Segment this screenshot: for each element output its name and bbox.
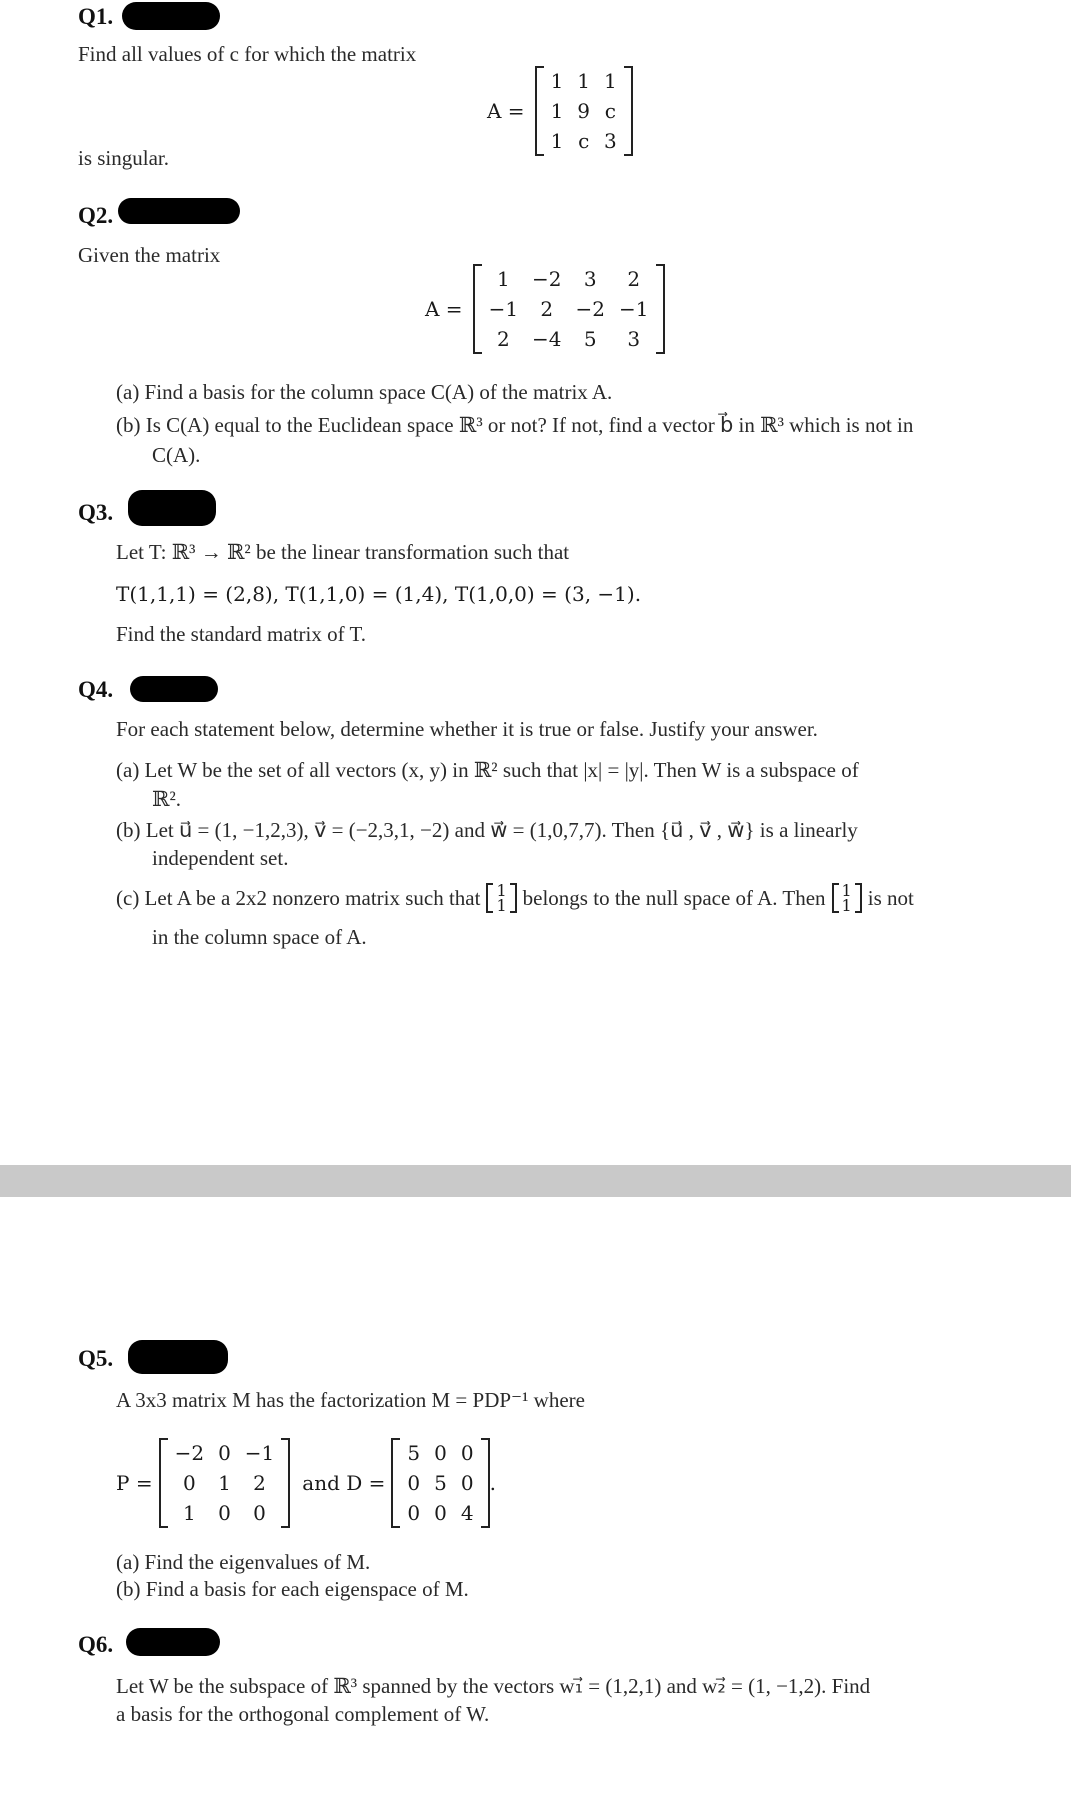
question-text: a basis for the orthogonal complement of W. [116,1702,490,1726]
question-number: Q1. [78,4,114,29]
matrix-entry: 0 [434,1501,447,1525]
matrix-entry: 0 [253,1501,266,1525]
question-number: Q2. [78,203,114,228]
matrix-entry: 0 [460,1441,474,1465]
matrix-entry: 0 [218,1441,231,1465]
part-a: (a) Let W be the set of all vectors (x, y) in ℝ² such that |x| = |y|. Then W is a subspace of [116,758,859,782]
matrix-row [400,1468,480,1498]
matrix-entry: 5 [407,1441,421,1465]
part-b: (b) Let u⃗ = (1, −1,2,3), v⃗ = (−2,3,1, −2) and w⃗ = (1,0,7,7). Then {u⃗ , v⃗ , w⃗} is a linearly [116,818,858,842]
matrix-entry: 1 [218,1471,231,1495]
matrix-entry: 0 [407,1501,421,1525]
vector-ones [832,883,862,913]
question-text: is singular. [78,146,170,170]
matrix-entry: 0 [218,1501,231,1525]
matrix-entry: 1 [182,1501,196,1525]
matrix-row [493,898,509,913]
matrix-entry: −1 [619,297,649,321]
part-a: (a) Find a basis for the column space C(A) of the matrix A. [116,380,613,404]
question-text: Let W be the subspace of ℝ³ spanned by the vectors w₁⃗ = (1,2,1) and w₂⃗ = (1, −1,2). Find [116,1674,871,1698]
part-b-cont: C(A). [152,443,201,467]
period: . [489,1471,496,1495]
matrix-row [482,294,656,324]
matrix-row [168,1438,282,1468]
matrix-entry: 1 [841,881,852,900]
matrix-entry: −1 [244,1441,275,1465]
part-b: (b) Is C(A) equal to the Euclidean space ℝ³ or not? If not, find a vector b⃗ in ℝ³ which is not in [116,413,914,437]
matrix-entry: 3 [627,327,641,351]
part-b-cont: independent set. [152,846,289,870]
matrix-row [482,324,656,354]
matrix-row [168,1468,282,1498]
matrix-entry: 1 [577,69,591,93]
part-c-cont: in the column space of A. [152,925,367,949]
matrix-row [839,898,855,913]
matrix-entry: 1 [496,881,507,900]
question-number: Q5. [78,1346,114,1371]
question-text: Find the standard matrix of T. [116,622,367,646]
matrix-block [487,66,633,156]
matrix-entry: 5 [583,327,597,351]
redaction-mark [128,1340,228,1374]
matrix-entry: 5 [434,1471,447,1495]
matrix-entry: −2 [174,1441,205,1465]
matrix-q1 [535,66,633,156]
matrix-entry: 1 [550,99,564,123]
redaction-mark [118,198,240,224]
part-a-cont: ℝ². [152,787,181,811]
matrix-entry: 0 [182,1471,196,1495]
matrix-entry: 2 [540,297,554,321]
matrix-entry: 0 [460,1471,474,1495]
question-text: Let T: ℝ³ → ℝ² be the linear transformation such that [116,540,570,564]
matrix-entry: 0 [434,1441,447,1465]
question-number: Q3. [78,500,114,525]
redaction-mark [130,676,218,702]
part-b: (b) Find a basis for each eigenspace of M. [116,1577,469,1601]
matrix-entry: 9 [577,99,591,123]
part-c-text: is not [867,885,914,910]
part-c-text: (c) Let A be a 2x2 nonzero matrix such that [116,885,481,910]
matrix-entry: 2 [496,327,510,351]
redaction-mark [128,490,216,526]
matrix-p [159,1438,291,1528]
matrix-label: and D = [302,1471,386,1495]
matrix-entry: 1 [496,267,510,291]
redaction-mark [126,1628,220,1656]
matrix-entry: 1 [550,69,564,93]
matrix-entry: −2 [532,267,562,291]
matrix-entry: 1 [604,69,617,93]
matrix-block [425,264,665,354]
matrix-entry: 1 [550,129,564,153]
vector-ones [486,883,516,913]
matrix-entry: 4 [460,1501,474,1525]
page-divider [0,1165,1071,1197]
redaction-mark [122,2,220,30]
matrix-row [400,1438,480,1468]
matrix-row [544,96,624,126]
matrix-row [544,126,624,156]
matrix-entry: c [604,99,616,123]
question-prompt: Find all values of c for which the matrix [78,42,417,66]
matrix-label: P = [116,1471,153,1495]
matrix-d [391,1438,489,1528]
matrix-row [544,66,624,96]
question-text: For each statement below, determine whether it is true or false. Justify your answer. [116,717,818,741]
matrix-label: A = [487,99,525,123]
matrix-entry: −1 [488,297,519,321]
equation: T(1,1,1) = (2,8), T(1,1,0) = (1,4), T(1,0,0) = (3, −1). [116,582,642,606]
question-prompt: Given the matrix [78,243,221,267]
factorization-matrices [116,1438,496,1528]
matrix-entry: 3 [604,129,617,153]
matrix-entry: c [578,129,590,153]
matrix-entry: 3 [583,267,597,291]
matrix-row [400,1498,480,1528]
question-number: Q6. [78,1632,114,1657]
matrix-entry: −4 [532,327,562,351]
part-c [116,883,914,913]
matrix-row [168,1498,282,1528]
matrix-entry: 2 [253,1471,266,1495]
matrix-row [482,264,656,294]
matrix-entry: 2 [627,267,641,291]
matrix-entry: 1 [496,896,507,915]
matrix-label: A = [425,297,463,321]
question-text: A 3x3 matrix M has the factorization M = PDP⁻¹ where [116,1388,585,1412]
question-number: Q4. [78,677,114,702]
matrix-entry: 1 [841,896,852,915]
part-c-text: belongs to the null space of A. Then [522,885,826,910]
matrix-q2 [473,264,665,354]
matrix-entry: 0 [407,1471,421,1495]
matrix-entry: −2 [575,297,606,321]
part-a: (a) Find the eigenvalues of M. [116,1550,371,1574]
